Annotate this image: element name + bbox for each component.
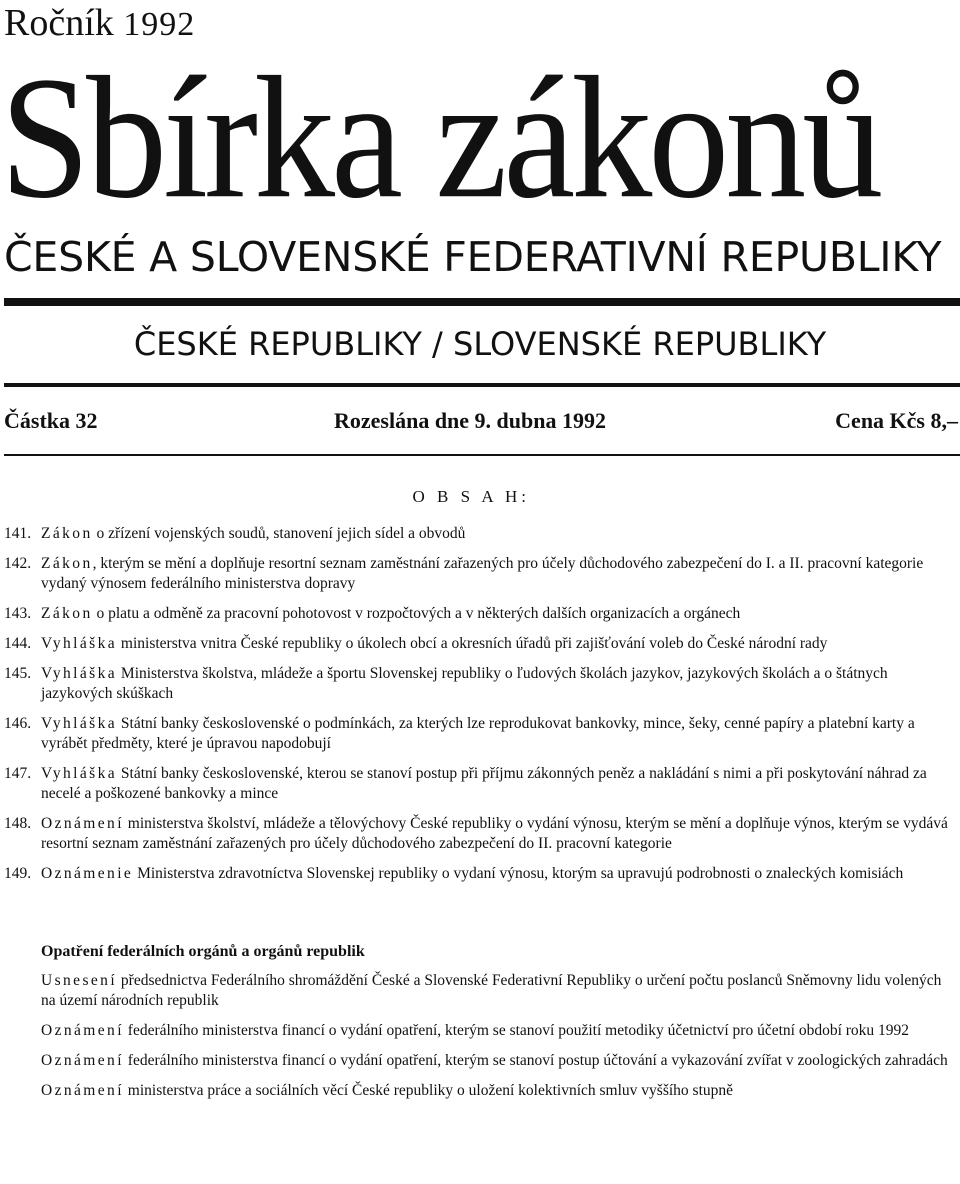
- issue-price: Cena Kčs 8,–: [835, 408, 958, 433]
- entry-text: federálního ministerstva financí o vydání opatření, kterým se stanoví postup účtování a vykazování zvířat v zoologických zahradách: [123, 1052, 948, 1069]
- toc-entry: [4, 524, 959, 544]
- entry-keyword: Zákon: [41, 555, 93, 572]
- entry-keyword: Usnesení: [41, 972, 118, 989]
- entry-keyword: Vyhláška: [41, 665, 118, 682]
- entry-text: Ministerstva školstva, mládeže a športu Slovenskej republiky o ľudových školách jazykov, jazykových školách a o štátnych jazykových skúškach: [41, 665, 888, 702]
- entry-text: předsednictva Federálního shromáždění České a Slovenské Federativní Republiky o určení počtu poslanců Sněmovny lidu volených na území národních republik: [41, 972, 942, 1009]
- section-entry: [41, 1051, 959, 1071]
- entry-text: o zřízení vojenských soudů, stanovení jejich sídel a obvodů: [92, 525, 466, 542]
- section-entry: [41, 1081, 959, 1101]
- volume-label: [4, 0, 195, 48]
- volume-word: Ročník: [4, 2, 114, 44]
- entry-number: 147.: [4, 765, 32, 782]
- entry-text: federálního ministerstva financí o vydání opatření, kterým se stanoví použití metodiky účetnictví pro účetní období roku 1992: [123, 1022, 910, 1039]
- entry-keyword: Vyhláška: [41, 765, 118, 782]
- entry-text: Ministerstva zdravotníctva Slovenskej republiky o vydaní výnosu, ktorým sa upravujú podrobnosti o znaleckých komisiách: [133, 865, 904, 882]
- entry-number: 144.: [4, 635, 32, 652]
- entry-number: 149.: [4, 865, 32, 882]
- toc-entry: [4, 864, 959, 884]
- entry-keyword: Oznámení: [41, 1082, 124, 1099]
- entry-text: ministerstva práce a sociálních věcí České republiky o uložení kolektivních smluv vyššího stupně: [123, 1082, 734, 1099]
- toc-entry: [4, 714, 959, 754]
- entry-number: 145.: [4, 665, 32, 682]
- toc-entry: [4, 664, 959, 704]
- entry-keyword: Oznámenie: [41, 865, 134, 882]
- section-heading: Opatření federálních orgánů a orgánů republik: [41, 943, 365, 960]
- entry-text: o platu a odměně za pracovní pohotovost v rozpočtových a v některých dalších organizacích a orgánech: [92, 605, 741, 622]
- thin-divider: [4, 454, 960, 456]
- entry-number: 143.: [4, 605, 32, 622]
- issue-number: Částka 32: [4, 408, 98, 433]
- subtitle-federal: ČESKÉ A SLOVENSKÉ FEDERATIVNÍ REPUBLIKY: [4, 233, 942, 281]
- thick-divider: [4, 298, 960, 306]
- entry-keyword: Vyhláška: [41, 635, 118, 652]
- toc-entry: [4, 554, 959, 594]
- entry-text: Státní banky československé o podmínkách, za kterých lze reprodukovat bankovky, mince, šeky, cenné papíry a platební karty a vyrábět předměty, které je úpravou napodobují: [41, 715, 915, 752]
- entry-text: Státní banky československé, kterou se stanoví postup při příjmu zákonných peněz a nakládání s nimi a při poskytování náhrad za necelé a poškozené bankovky a mince: [41, 765, 927, 802]
- issue-info-bar: [4, 404, 960, 438]
- issue-date: Rozeslána dne 9. dubna 1992: [334, 408, 607, 433]
- divider: [4, 383, 960, 387]
- section-entries: [41, 971, 959, 1111]
- entry-number: 148.: [4, 815, 32, 832]
- entry-keyword: Oznámení: [41, 1052, 124, 1069]
- masthead-title: Sbírka zákonů: [0, 41, 880, 236]
- toc-entry: [4, 814, 959, 854]
- entry-number: 146.: [4, 715, 32, 732]
- entry-text: ministerstva vnitra České republiky o úkolech obcí a okresních úřadů při zajišťování voleb do České národní rady: [117, 635, 828, 652]
- subtitle-republics: ČESKÉ REPUBLIKY / SLOVENSKÉ REPUBLIKY: [133, 325, 827, 363]
- entry-text: ministerstva školství, mládeže a tělovýchovy České republiky o vydání výnosu, kterým se mění a doplňuje výnos, kterým se vydává resortní seznam zaměstnání zařazených pro účely důchodového zabezpečení do II. pracovní kategorie: [41, 815, 948, 852]
- entry-text: , kterým se mění a doplňuje resortní seznam zaměstnání zařazených pro účely důchodového zabezpečení do I. a II. pracovní kategorie vydaný výnosem federálního ministerstva dopravy: [41, 555, 924, 592]
- contents-heading: O B S A H:: [412, 487, 530, 506]
- volume-year: 1992: [123, 6, 196, 43]
- entry-number: 142.: [4, 555, 32, 572]
- section-entry: [41, 971, 959, 1011]
- entry-keyword: Oznámení: [41, 815, 124, 832]
- entry-keyword: Zákon: [41, 525, 93, 542]
- entry-keyword: Vyhláška: [41, 715, 118, 732]
- toc-entry: [4, 764, 959, 804]
- toc-entry: [4, 634, 959, 654]
- entry-number: 141.: [4, 525, 32, 542]
- entry-keyword: Zákon: [41, 605, 93, 622]
- toc-entry: [4, 604, 959, 624]
- section-entry: [41, 1021, 959, 1041]
- entry-keyword: Oznámení: [41, 1022, 124, 1039]
- table-of-contents: [4, 524, 959, 894]
